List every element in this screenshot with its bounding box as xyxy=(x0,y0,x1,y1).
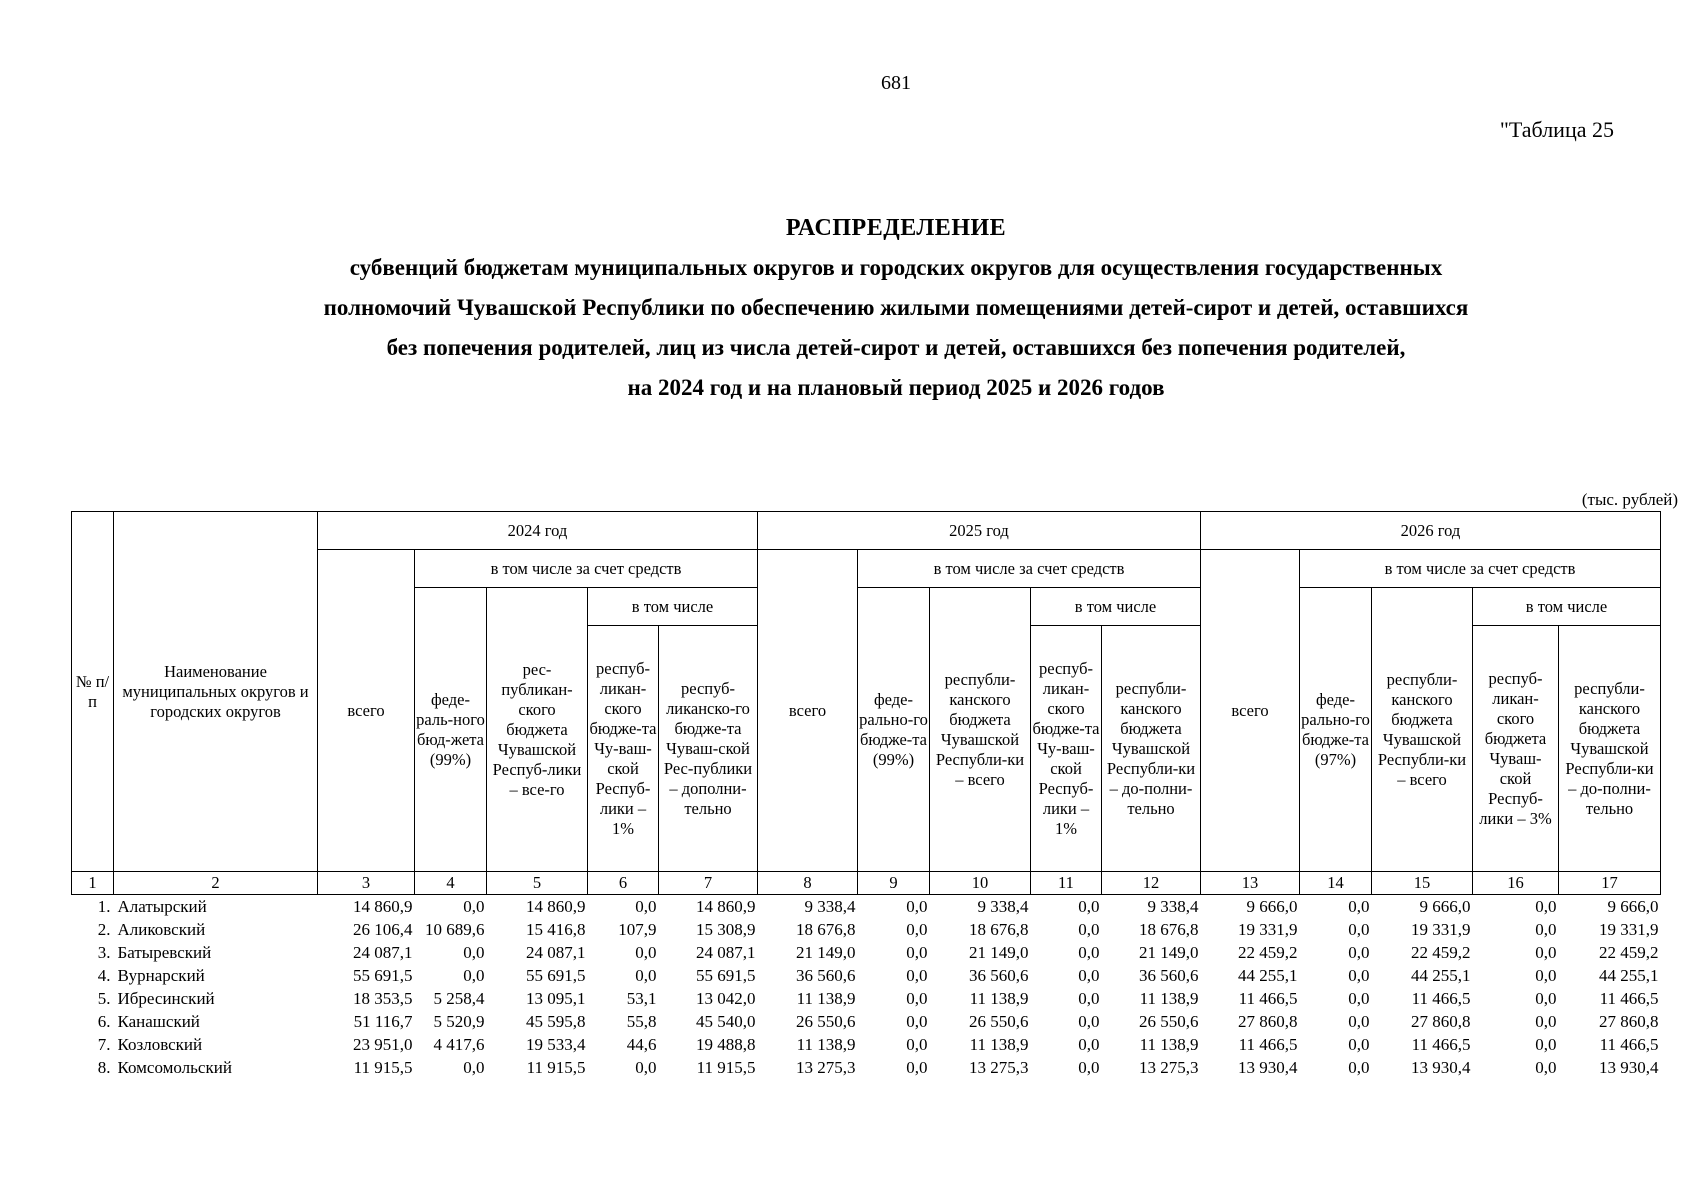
cell-value: 0,0 xyxy=(1078,966,1100,985)
cell-value: 0,0 xyxy=(1078,989,1100,1008)
column-number: 14 xyxy=(1300,872,1372,895)
cell-value: 10 689,6 xyxy=(425,920,485,939)
cell-value: 0,0 xyxy=(1535,1035,1557,1054)
cell-value: 24 087,1 xyxy=(696,943,756,962)
header-federal-2025: феде-рально-го бюдже-та (99%) xyxy=(858,588,930,872)
cell-value: 27 860,8 xyxy=(1599,1012,1659,1031)
title-line: субвенций бюджетам муниципальных округов и городских округов для осуществления государственных xyxy=(349,255,1443,280)
header-republic-total-2025: республи-канского бюджета Чувашской Республи-ки – всего xyxy=(930,588,1031,872)
table-row xyxy=(72,1056,1661,1079)
cell-value: 21 149,0 xyxy=(796,943,856,962)
cell-value: 36 560,6 xyxy=(969,966,1029,985)
cell-value: 5 520,9 xyxy=(433,1012,485,1031)
header-republic-total-2026: республи-канского бюджета Чувашской Республи-ки – всего xyxy=(1372,588,1473,872)
cell-value: 0,0 xyxy=(1535,966,1557,985)
cell-value: 9 338,4 xyxy=(1147,897,1199,916)
cell-value: 0,0 xyxy=(1078,943,1100,962)
cell-value: 0,0 xyxy=(635,1058,657,1077)
title-line: на 2024 год и на плановый период 2025 и 2026 годов xyxy=(627,375,1165,400)
cell-value: 0,0 xyxy=(1078,920,1100,939)
units-note: (тыс. рублей) xyxy=(1581,490,1678,509)
column-number: 8 xyxy=(758,872,858,895)
column-number: 16 xyxy=(1473,872,1559,895)
cell-value: 14 860,9 xyxy=(696,897,756,916)
header-year-2024: 2024 год xyxy=(318,512,758,550)
header-year-2025: 2025 год xyxy=(758,512,1201,550)
column-number: 11 xyxy=(1031,872,1102,895)
cell-value: 11 138,9 xyxy=(1139,989,1199,1008)
cell-value: 0,0 xyxy=(463,943,485,962)
district-name: Батыревский xyxy=(117,943,212,962)
cell-value: 22 459,2 xyxy=(1599,943,1659,962)
title-main: РАСПРЕДЕЛЕНИЕ xyxy=(785,215,1007,241)
row-index: 1. xyxy=(97,897,111,916)
header-republic-total-2024: рес-публикан-ского бюджета Чувашской Респуб-лики – все-го xyxy=(487,588,588,872)
column-number-row xyxy=(72,872,1661,895)
cell-value: 13 930,4 xyxy=(1238,1058,1298,1077)
header-republic-add-2025: республи-канского бюджета Чувашской Республи-ки – до-полни-тельно xyxy=(1102,626,1201,872)
cell-value: 19 331,9 xyxy=(1238,920,1298,939)
cell-value: 21 149,0 xyxy=(969,943,1029,962)
cell-value: 0,0 xyxy=(1348,920,1370,939)
cell-value: 18 676,8 xyxy=(1139,920,1199,939)
cell-value: 44 255,1 xyxy=(1238,966,1298,985)
cell-value: 24 087,1 xyxy=(353,943,413,962)
cell-value: 19 488,8 xyxy=(696,1035,756,1054)
cell-value: 19 331,9 xyxy=(1599,920,1659,939)
cell-value: 5 258,4 xyxy=(433,989,485,1008)
header-incl-funds-2026: в том числе за счет средств xyxy=(1300,550,1661,588)
column-number: 1 xyxy=(72,872,114,895)
table-row xyxy=(72,918,1661,941)
cell-value: 45 595,8 xyxy=(526,1012,586,1031)
table-row xyxy=(72,895,1661,919)
cell-value: 0,0 xyxy=(906,897,928,916)
column-number: 13 xyxy=(1201,872,1300,895)
cell-value: 55 691,5 xyxy=(696,966,756,985)
header-incl-2024: в том числе xyxy=(588,588,758,626)
table-row xyxy=(72,941,1661,964)
cell-value: 0,0 xyxy=(1078,1012,1100,1031)
header-republic-1pct-2024: респуб-ликан-ского бюдже-та Чу-ваш-ской Респуб-лики – 1% xyxy=(588,626,659,872)
cell-value: 0,0 xyxy=(1535,1058,1557,1077)
district-name: Канашский xyxy=(117,1012,200,1031)
cell-value: 0,0 xyxy=(906,966,928,985)
cell-value: 11 466,5 xyxy=(1238,989,1298,1008)
cell-value: 0,0 xyxy=(906,989,928,1008)
cell-value: 9 338,4 xyxy=(977,897,1029,916)
cell-value: 18 676,8 xyxy=(796,920,856,939)
title-line: полномочий Чувашской Республики по обеспечению жилыми помещениями детей-сирот и детей, оставшихся xyxy=(323,295,1469,320)
column-number: 9 xyxy=(858,872,930,895)
cell-value: 0,0 xyxy=(463,966,485,985)
cell-value: 11 138,9 xyxy=(796,989,856,1008)
header-federal-2024: феде-раль-ного бюд-жета (99%) xyxy=(415,588,487,872)
cell-value: 0,0 xyxy=(906,943,928,962)
column-number: 7 xyxy=(659,872,758,895)
cell-value: 0,0 xyxy=(1535,920,1557,939)
header-total-2026: всего xyxy=(1201,550,1300,872)
column-number: 2 xyxy=(114,872,318,895)
header-incl-funds-2025: в том числе за счет средств xyxy=(858,550,1201,588)
cell-value: 0,0 xyxy=(1348,1012,1370,1031)
header-year-2026: 2026 год xyxy=(1201,512,1661,550)
cell-value: 11 138,9 xyxy=(969,989,1029,1008)
cell-value: 0,0 xyxy=(906,1012,928,1031)
cell-value: 0,0 xyxy=(1348,897,1370,916)
cell-value: 19 533,4 xyxy=(526,1035,586,1054)
cell-value: 11 466,5 xyxy=(1411,989,1471,1008)
cell-value: 11 138,9 xyxy=(796,1035,856,1054)
row-index: 5. xyxy=(97,989,111,1008)
column-number: 12 xyxy=(1102,872,1201,895)
cell-value: 0,0 xyxy=(635,966,657,985)
column-number: 3 xyxy=(318,872,415,895)
cell-value: 0,0 xyxy=(1348,989,1370,1008)
header-republic-1pct-2025: респуб-ликан-ского бюдже-та Чу-ваш-ской Респуб-лики – 1% xyxy=(1031,626,1102,872)
header-total-2024: всего xyxy=(318,550,415,872)
column-number: 15 xyxy=(1372,872,1473,895)
cell-value: 0,0 xyxy=(1348,943,1370,962)
cell-value: 22 459,2 xyxy=(1411,943,1471,962)
cell-value: 0,0 xyxy=(463,1058,485,1077)
table-row xyxy=(72,964,1661,987)
row-index: 7. xyxy=(97,1035,111,1054)
cell-value: 0,0 xyxy=(906,1058,928,1077)
cell-value: 22 459,2 xyxy=(1238,943,1298,962)
cell-value: 26 550,6 xyxy=(796,1012,856,1031)
header-republic-add-2024: респуб-ликанско-го бюдже-та Чуваш-ской Рес-публики – дополни-тельно xyxy=(659,626,758,872)
cell-value: 0,0 xyxy=(1535,1012,1557,1031)
page-number: 681 xyxy=(881,72,911,94)
cell-value: 18 353,5 xyxy=(353,989,413,1008)
table-body xyxy=(72,895,1661,1080)
cell-value: 13 042,0 xyxy=(696,989,756,1008)
cell-value: 13 275,3 xyxy=(796,1058,856,1077)
row-index: 8. xyxy=(97,1058,111,1077)
header-republic-add-2026: республи-канского бюджета Чувашской Республи-ки – до-полни-тельно xyxy=(1559,626,1661,872)
cell-value: 0,0 xyxy=(1078,1058,1100,1077)
header-name: Наименование муниципальных округов и городских округов xyxy=(114,512,318,872)
column-number: 5 xyxy=(487,872,588,895)
cell-value: 15 308,9 xyxy=(696,920,756,939)
cell-value: 55,8 xyxy=(626,1012,657,1031)
cell-value: 14 860,9 xyxy=(353,897,413,916)
cell-value: 36 560,6 xyxy=(796,966,856,985)
cell-value: 107,9 xyxy=(618,920,657,939)
row-index: 3. xyxy=(97,943,111,962)
cell-value: 13 930,4 xyxy=(1599,1058,1659,1077)
column-number: 10 xyxy=(930,872,1031,895)
cell-value: 13 275,3 xyxy=(969,1058,1029,1077)
column-number: 6 xyxy=(588,872,659,895)
cell-value: 11 915,5 xyxy=(696,1058,756,1077)
cell-value: 0,0 xyxy=(1535,897,1557,916)
column-number: 17 xyxy=(1559,872,1661,895)
cell-value: 9 666,0 xyxy=(1607,897,1659,916)
row-index: 4. xyxy=(97,966,111,985)
cell-value: 44 255,1 xyxy=(1411,966,1471,985)
distribution-table xyxy=(71,511,1661,1079)
cell-value: 44 255,1 xyxy=(1599,966,1659,985)
cell-value: 44,6 xyxy=(626,1035,657,1054)
cell-value: 0,0 xyxy=(635,943,657,962)
header-total-2025: всего xyxy=(758,550,858,872)
district-name: Ибресинский xyxy=(117,989,215,1008)
cell-value: 18 676,8 xyxy=(969,920,1029,939)
cell-value: 45 540,0 xyxy=(696,1012,756,1031)
cell-value: 55 691,5 xyxy=(526,966,586,985)
cell-value: 11 466,5 xyxy=(1599,1035,1659,1054)
district-name: Аликовский xyxy=(117,920,206,939)
cell-value: 53,1 xyxy=(626,989,657,1008)
cell-value: 0,0 xyxy=(1348,1035,1370,1054)
column-number: 4 xyxy=(415,872,487,895)
cell-value: 24 087,1 xyxy=(526,943,586,962)
cell-value: 15 416,8 xyxy=(526,920,586,939)
cell-value: 27 860,8 xyxy=(1238,1012,1298,1031)
cell-value: 0,0 xyxy=(1535,989,1557,1008)
cell-value: 13 275,3 xyxy=(1139,1058,1199,1077)
cell-value: 9 666,0 xyxy=(1246,897,1298,916)
header-incl-2025: в том числе xyxy=(1031,588,1201,626)
header-incl-2026: в том числе xyxy=(1473,588,1661,626)
cell-value: 55 691,5 xyxy=(353,966,413,985)
header-incl-funds-2024: в том числе за счет средств xyxy=(415,550,758,588)
cell-value: 9 338,4 xyxy=(804,897,856,916)
header-federal-2026: феде-рально-го бюдже-та (97%) xyxy=(1300,588,1372,872)
table-row xyxy=(72,987,1661,1010)
cell-value: 0,0 xyxy=(1348,966,1370,985)
cell-value: 11 915,5 xyxy=(526,1058,586,1077)
cell-value: 13 930,4 xyxy=(1411,1058,1471,1077)
cell-value: 23 951,0 xyxy=(353,1035,413,1054)
cell-value: 0,0 xyxy=(906,1035,928,1054)
cell-value: 13 095,1 xyxy=(526,989,586,1008)
cell-value: 19 331,9 xyxy=(1411,920,1471,939)
cell-value: 4 417,6 xyxy=(433,1035,485,1054)
cell-value: 11 138,9 xyxy=(969,1035,1029,1054)
row-index: 2. xyxy=(97,920,111,939)
header-num: № п/п xyxy=(72,512,114,872)
district-name: Вурнарский xyxy=(117,966,205,985)
row-index: 6. xyxy=(97,1012,111,1031)
cell-value: 11 915,5 xyxy=(353,1058,413,1077)
cell-value: 11 466,5 xyxy=(1238,1035,1298,1054)
cell-value: 0,0 xyxy=(463,897,485,916)
cell-value: 26 106,4 xyxy=(353,920,413,939)
header-republic-3pct-2026: респуб-ликан-ского бюджета Чуваш-ской Респуб-лики – 3% xyxy=(1473,626,1559,872)
cell-value: 9 666,0 xyxy=(1419,897,1471,916)
cell-value: 51 116,7 xyxy=(353,1012,413,1031)
district-name: Комсомольский xyxy=(117,1058,232,1077)
cell-value: 21 149,0 xyxy=(1139,943,1199,962)
cell-value: 0,0 xyxy=(635,897,657,916)
table-row xyxy=(72,1010,1661,1033)
cell-value: 0,0 xyxy=(1078,897,1100,916)
document-title xyxy=(60,208,1697,408)
cell-value: 11 466,5 xyxy=(1411,1035,1471,1054)
cell-value: 27 860,8 xyxy=(1411,1012,1471,1031)
table-label: "Таблица 25 xyxy=(1499,117,1614,142)
cell-value: 11 138,9 xyxy=(1139,1035,1199,1054)
cell-value: 26 550,6 xyxy=(969,1012,1029,1031)
cell-value: 0,0 xyxy=(1348,1058,1370,1077)
cell-value: 14 860,9 xyxy=(526,897,586,916)
district-name: Козловский xyxy=(117,1035,203,1054)
district-name: Алатырский xyxy=(117,897,207,916)
table-row xyxy=(72,1033,1661,1056)
cell-value: 0,0 xyxy=(1078,1035,1100,1054)
cell-value: 11 466,5 xyxy=(1599,989,1659,1008)
cell-value: 0,0 xyxy=(1535,943,1557,962)
cell-value: 0,0 xyxy=(906,920,928,939)
title-line: без попечения родителей, лиц из числа детей-сирот и детей, оставшихся без попечения родителей, xyxy=(386,335,1406,360)
cell-value: 26 550,6 xyxy=(1139,1012,1199,1031)
cell-value: 36 560,6 xyxy=(1139,966,1199,985)
